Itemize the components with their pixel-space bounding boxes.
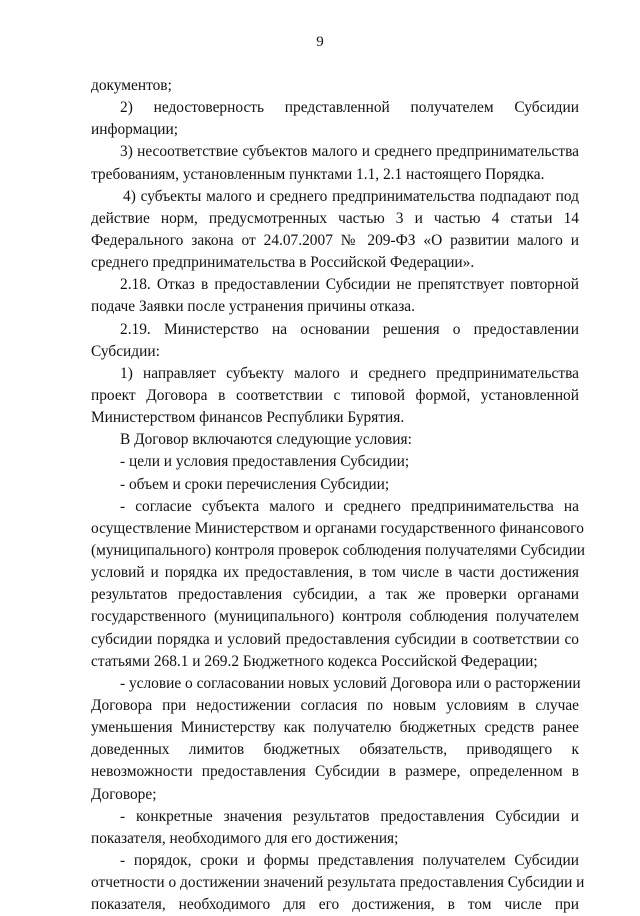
- page-number: 9: [316, 34, 324, 50]
- text-line: результатов предоставления субсидии, а так же проверки органами: [91, 586, 579, 604]
- text-line: 2.19. Министерство на основании решения о предоставлении: [120, 320, 579, 338]
- text-line: Министерством финансов Республики Бурятия.: [91, 409, 405, 427]
- text-line: показателя, необходимого для его достижения, в том числе при: [91, 896, 579, 914]
- document-body: [91, 75, 586, 916]
- text-line: - условие о согласовании новых условий Договора или о расторжении: [120, 674, 581, 692]
- text-line: - объем и сроки перечисления Субсидии;: [120, 475, 390, 493]
- text-line: - порядок, сроки и формы представления получателем Субсидии: [120, 851, 579, 869]
- text-line: 4) субъекты малого и среднего предпринимательства подпадают под: [123, 187, 579, 205]
- text-line: 3) несоответствие субъектов малого и среднего предпринимательства: [120, 143, 579, 161]
- text-line: 2) недостоверность представленной получателем Субсидии: [120, 99, 579, 117]
- text-line: - цели и условия предоставления Субсидии;: [120, 453, 410, 471]
- text-line: отчетности о достижении значений результата предоставления Субсидии и: [91, 874, 585, 892]
- text-line: государственного (муниципального) контроля соблюдения получателем: [91, 608, 579, 626]
- text-line: требованиям, установленным пунктами 1.1, 2.1 настоящего Порядка.: [91, 165, 545, 183]
- text-line: среднего предпринимательства в Российской Федерации».: [91, 254, 475, 272]
- text-line: Договоре;: [91, 785, 157, 803]
- text-line: показателя, необходимого для его достижения;: [91, 829, 399, 847]
- text-line: информации;: [91, 121, 179, 139]
- text-line: осуществление Министерством и органами государственного финансового: [91, 519, 584, 537]
- text-line: документов;: [91, 77, 172, 94]
- text-line: (муниципального) контроля проверок соблюдения получателями Субсидии: [91, 541, 586, 559]
- text-line: 2.18. Отказ в предоставлении Субсидии не препятствует повторной: [120, 276, 579, 294]
- text-line: 1) направляет субъекту малого и среднего предпринимательства: [120, 364, 579, 382]
- text-line: невозможности предоставления Субсидии в размере, определенном в: [91, 763, 579, 781]
- text-line: - согласие субъекта малого и среднего предпринимательства на: [120, 497, 579, 515]
- text-line: В Договор включаются следующие условия:: [120, 431, 412, 449]
- text-line: доведенных лимитов бюджетных обязательств, приводящего к: [91, 741, 579, 759]
- text-line: условий и порядка их предоставления, в том числе в части достижения: [91, 564, 579, 582]
- text-line: статьями 268.1 и 269.2 Бюджетного кодекса Российской Федерации;: [91, 652, 538, 670]
- text-line: Федерального закона от 24.07.2007 № 209-ФЗ «О развитии малого и: [91, 231, 579, 249]
- text-line: действие норм, предусмотренных частью 3 и частью 4 статьи 14: [91, 209, 579, 227]
- text-line: Договора при недостижении согласия по новым условиям в случае: [91, 696, 579, 714]
- text-line: Субсидии:: [91, 342, 160, 360]
- text-line: проект Договора в соответствии с типовой формой, установленной: [91, 386, 579, 404]
- text-line: подаче Заявки после устранения причины отказа.: [91, 298, 415, 316]
- text-line: уменьшения Министерству как получателю бюджетных средств ранее: [91, 719, 579, 737]
- text-line: субсидии порядка и условий предоставления субсидии в соответствии со: [91, 630, 579, 648]
- text-line: - конкретные значения результатов предоставления Субсидии и: [120, 807, 579, 825]
